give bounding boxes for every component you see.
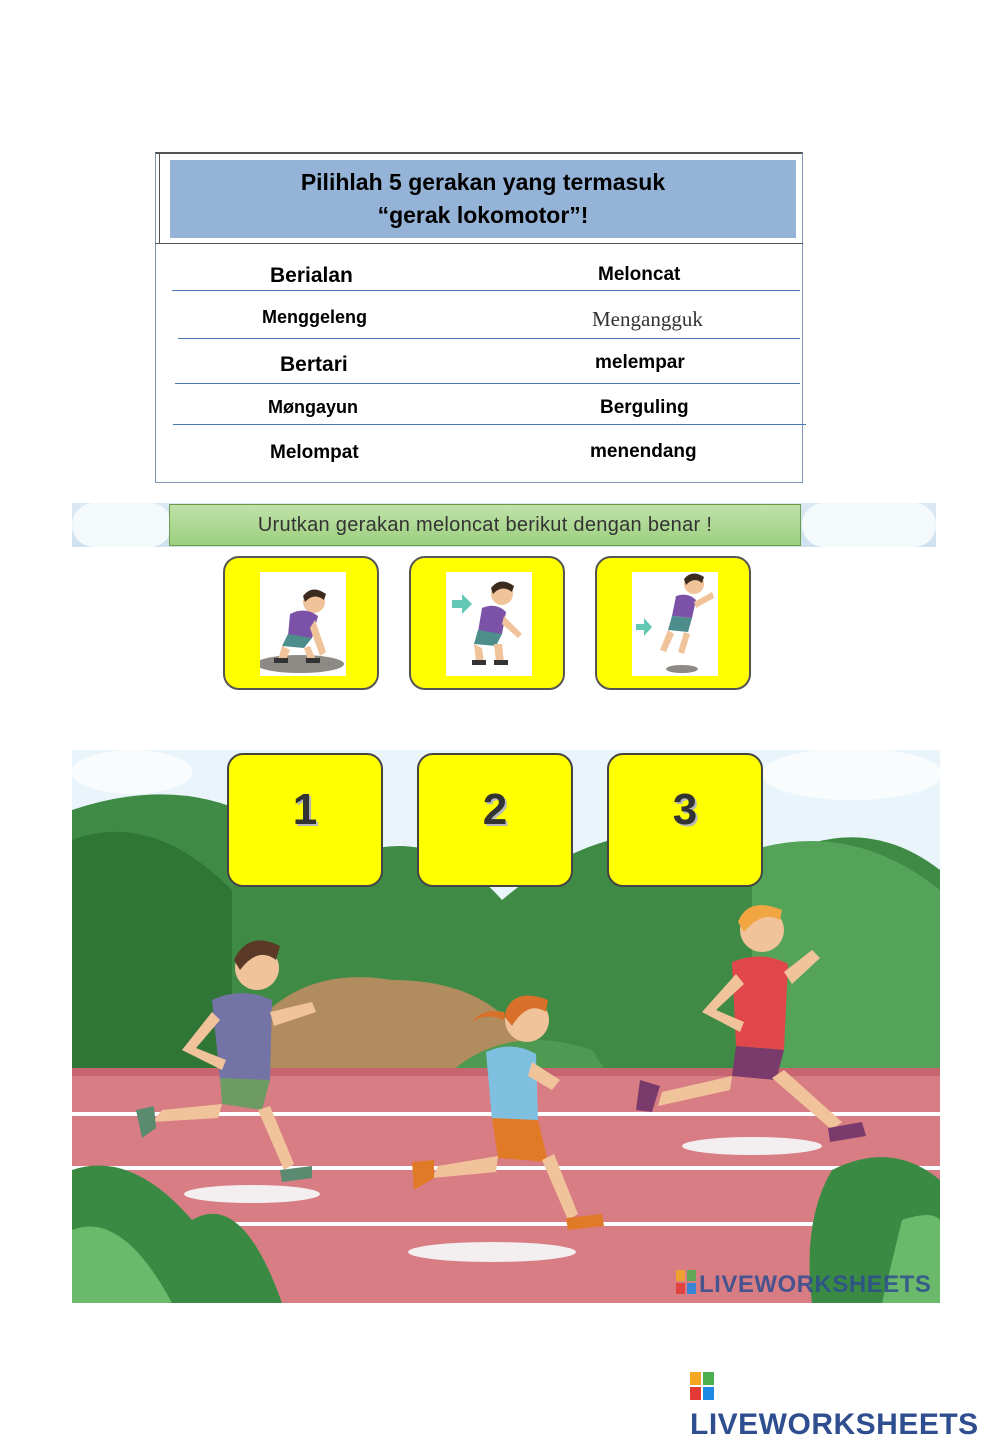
choice-melempar[interactable]: melempar xyxy=(595,352,685,373)
question-2-title: Urutkan gerakan meloncat berikut dengan benar ! xyxy=(169,504,801,546)
liveworksheets-logo-icon xyxy=(676,1270,696,1301)
choice-meloncat[interactable]: Meloncat xyxy=(598,264,681,285)
question-1-box xyxy=(155,152,803,483)
drop-slot-3[interactable] xyxy=(607,753,763,887)
boy-jumping-image xyxy=(632,572,718,676)
cloud xyxy=(72,503,172,547)
question-1-title xyxy=(170,160,796,238)
row-divider xyxy=(178,338,800,339)
choice-mengayun[interactable]: Møngayun xyxy=(268,397,358,417)
choice-menggeleng[interactable]: Menggeleng xyxy=(262,307,368,327)
jump-step-card-crouch[interactable] xyxy=(223,556,379,690)
boy-pushing-off-image xyxy=(446,572,532,676)
row-divider xyxy=(175,383,800,384)
jump-step-card-push[interactable] xyxy=(409,556,565,690)
cloud xyxy=(802,503,936,547)
scene-watermark xyxy=(676,1270,931,1301)
row-divider xyxy=(172,290,800,291)
choice-menendang[interactable]: menendang xyxy=(590,441,697,462)
choice-berjalan[interactable]: Berialan xyxy=(270,264,353,287)
liveworksheets-logo-icon xyxy=(690,1372,714,1408)
boy-crouching-image xyxy=(260,572,346,676)
title-line-1: Pilihlah 5 gerakan yang termasuk xyxy=(300,169,666,195)
choice-melompat[interactable]: Melompat xyxy=(270,442,359,463)
drop-slot-2[interactable] xyxy=(417,753,573,887)
title-separator xyxy=(155,243,803,244)
slot-number-1: 1 xyxy=(292,785,318,834)
slot-number-3: 3 xyxy=(672,785,698,834)
box-inner-border xyxy=(159,154,160,244)
title-line-2: “gerak lokomotor”! xyxy=(377,202,589,228)
slot-number-2: 2 xyxy=(482,785,508,834)
choice-berguling[interactable]: Berguling xyxy=(600,397,689,418)
choice-menari[interactable]: Bertari xyxy=(280,353,348,376)
footer-logo-text: LIVEWORKSHEETS xyxy=(690,1408,979,1442)
choice-mengangguk[interactable]: Mengangguk xyxy=(592,307,703,331)
footer-logo[interactable] xyxy=(690,1372,999,1442)
scene-watermark-text: LIVEWORKSHEETS xyxy=(699,1270,932,1298)
row-divider xyxy=(173,424,806,425)
jump-step-card-airborne[interactable] xyxy=(595,556,751,690)
drop-slot-1[interactable] xyxy=(227,753,383,887)
